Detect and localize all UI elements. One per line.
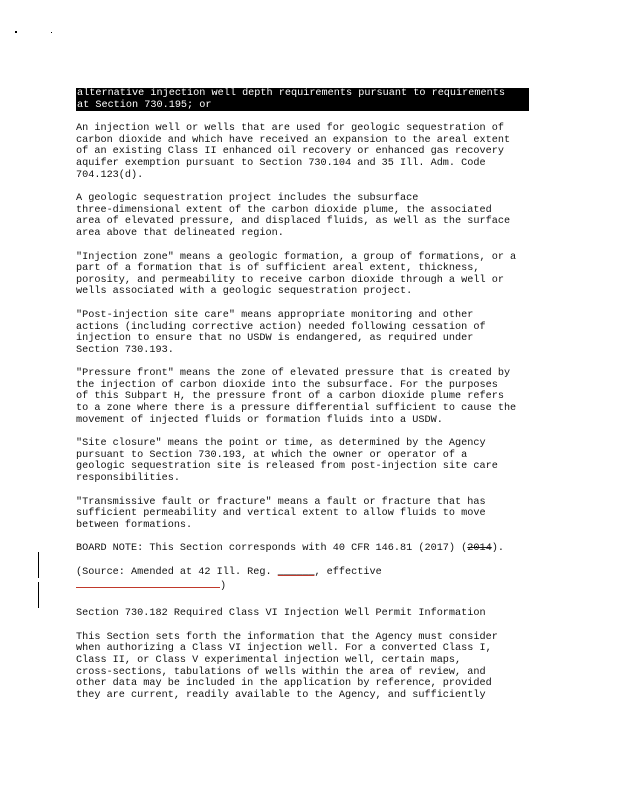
highlighted-line: alternative injection well depth requirements pursuant to requirements bbox=[76, 88, 529, 100]
definition-site-closure: "Site closure" means the point or time, as determined by the Agency pursuant to Section 730.193, at which the owner or operator of a geologic sequestration site is released from post-injection site care responsibilities. bbox=[76, 438, 498, 485]
revision-bar bbox=[38, 582, 39, 608]
definition-injection-zone: "Injection zone" means a geologic formation, a group of formations, or a part of a formation that is of sufficient areal extent, thickness, porosity, and permeability to receive carbon dioxide through a well or wells associated with a geologic sequestration project. bbox=[76, 251, 517, 298]
register-blank: ______ bbox=[277, 567, 315, 578]
section-title: Section 730.182 Required Class VI Injection Well Permit Information bbox=[76, 608, 486, 620]
paragraph-geologic-sequestration-project: A geologic sequestration project includes the subsurface three-dimensional extent of the carbon dioxide plume, the associated area of elevated pressure, and displaced fluids, as well as the surface area above that delineated region. bbox=[76, 193, 511, 239]
paragraph-class-ii-expansion: An injection well or wells that are used for geologic sequestration of carbon dioxide and which have received an expansion to the areal extent of an existing Class II enhanced oil recovery or enhanced gas recovery aquifer exemption pursuant to Section 730.104 and 35 Ill. Adm. Code 704.123(d). bbox=[76, 123, 511, 181]
document-body bbox=[76, 88, 546, 713]
definition-transmissive-fault: "Transmissive fault or fracture" means a fault or fracture that has sufficient permeability and vertical extent to allow fluids to move between formations. bbox=[76, 496, 486, 531]
scan-speck bbox=[51, 32, 52, 33]
highlighted-text-block bbox=[76, 88, 546, 111]
scan-speck bbox=[15, 31, 17, 33]
board-note: BOARD NOTE: This Section corresponds with 40 CFR 146.81 (2017) (2014). bbox=[76, 543, 504, 555]
definition-post-injection-site-care: "Post-injection site care" means appropriate monitoring and other actions (including corrective action) needed following cessation of injection to ensure that no USDW is endangered, as required under Section 730.193. bbox=[76, 309, 486, 356]
highlighted-line: at Section 730.195; or bbox=[76, 100, 529, 112]
revision-bar bbox=[38, 552, 39, 578]
struck-year: 2014 bbox=[467, 543, 492, 555]
source-note: (Source: Amended at 42 Ill. Reg. ______, effective ) bbox=[76, 567, 382, 592]
section-body: This Section sets forth the information that the Agency must consider when authorizing a Class VI injection well. For a converted Class I, Class II, or Class V experimental injection well, certain maps, cross-sections, tabulations of wells within the area of review, and other data may be included in the application by reference, provided they are current, readily available to the Agency, and sufficiently bbox=[76, 631, 498, 701]
effective-date-blank bbox=[76, 579, 220, 588]
definition-pressure-front: "Pressure front" means the zone of elevated pressure that is created by the injection of carbon dioxide into the subsurface. For the purposes of this Subpart H, the pressure front of a carbon dioxide plume refers to a zone where there is a pressure differential sufficient to cause the movement of injected fluids or formation fluids into a USDW. bbox=[76, 368, 517, 426]
